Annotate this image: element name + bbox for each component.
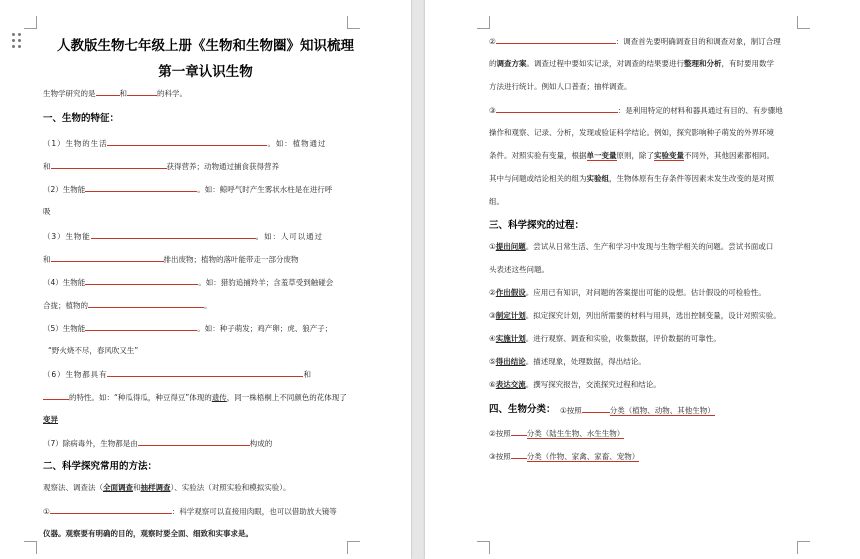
text: 分类（作物、家禽、家畜、宠物） <box>526 452 640 461</box>
feature-4 <box>43 276 333 288</box>
text: 调查方案 <box>496 59 527 68</box>
text: ：调查首先要明确调查目的和调查对象，制订合理 <box>615 37 781 46</box>
text: 抽样调查 <box>140 483 171 492</box>
section-heading-1: 一、生物的特征： <box>43 113 120 124</box>
text: 和 <box>133 483 141 492</box>
fill-blank <box>96 87 120 96</box>
classify-1 <box>560 404 715 416</box>
fill-blank <box>85 183 197 192</box>
text: 。如：鲸呼气时产生雾状水柱是在进行呼 <box>197 185 333 194</box>
feature-6 <box>43 368 312 380</box>
method-1-cont: 仪器。观察要有明确的目的，观察时要全面、细致和实事求是。 <box>43 529 253 538</box>
crop-mark <box>347 541 360 554</box>
text: ③ <box>489 106 496 115</box>
text: 观察法、调查法（ <box>43 483 103 492</box>
feature-2 <box>43 183 332 195</box>
text: 原则，除了 <box>616 151 654 160</box>
text: ，生物体原有生存条件等因素未发生改变的是对照 <box>609 174 774 183</box>
text: 单一变量 <box>586 151 617 160</box>
left-page <box>0 0 411 559</box>
fill-blank <box>496 35 616 44</box>
text: 整理和分析 <box>684 59 722 68</box>
text: 和 <box>43 162 51 171</box>
fill-blank <box>107 137 267 146</box>
text: 。如：人可以通过 <box>255 232 323 241</box>
text: ①按照 <box>560 406 582 415</box>
feature-3-cont <box>43 253 299 265</box>
text: 。进行观察、调查和实验，收集数据，评价数据的可靠性。 <box>525 334 721 343</box>
feature-3 <box>43 230 323 242</box>
text: 的特性。如：“种瓜得瓜，种豆得豆”体现的 <box>69 393 212 402</box>
method-2 <box>489 35 781 47</box>
fill-blank <box>91 230 256 239</box>
text: ④ <box>489 334 496 343</box>
fill-blank <box>511 450 527 459</box>
method-2-example: 方法进行统计。例如人口普查；抽样调查。 <box>489 82 632 91</box>
method-2-cont <box>489 58 774 69</box>
methods-line <box>43 482 291 493</box>
text: 的科学。 <box>157 89 187 98</box>
text: ，同一株梧桐上不同颜色的花体现了 <box>226 393 347 402</box>
method-3-groups <box>489 173 774 184</box>
crop-mark <box>797 16 810 29</box>
section-heading-3: 三、科学探究的过程： <box>489 220 585 231</box>
text: ，有时要用数学 <box>721 59 774 68</box>
fill-blank <box>50 505 172 514</box>
process-step-2 <box>489 287 766 298</box>
text: 获得营养；动物通过捕食获得营养 <box>166 162 279 171</box>
text: （1）生物的生活 <box>43 139 108 148</box>
text: 。描述现象，处理数据，得出结论。 <box>525 357 646 366</box>
process-step-4 <box>489 333 721 344</box>
process-step-3 <box>489 310 781 321</box>
text: 。如：种子萌发；鸡产卵；虎、狼产子； <box>197 324 333 333</box>
crop-mark <box>477 16 490 29</box>
text: （5）生物能 <box>43 324 86 333</box>
text: ③ <box>489 311 496 320</box>
text: 其中与问题或结论相关的组为 <box>489 174 587 183</box>
text: 和 <box>303 370 312 379</box>
classify-2 <box>489 427 624 439</box>
text: ⑥ <box>489 380 496 389</box>
feature-7 <box>43 437 272 449</box>
text: 作出假设 <box>495 288 526 297</box>
section-heading-2: 二、科学探究常用的方法： <box>43 461 158 472</box>
text: 的 <box>489 59 497 68</box>
text: 不同外，其他因素都相同。 <box>684 151 774 160</box>
text: 实施计划 <box>495 334 526 343</box>
text: 全面调查 <box>103 483 133 492</box>
process-step-5 <box>489 356 646 367</box>
text: 和 <box>119 89 127 98</box>
text: ① <box>43 507 50 516</box>
fill-blank <box>43 391 69 400</box>
fill-blank <box>582 404 610 413</box>
fill-blank <box>138 437 250 446</box>
text: （4）生物能 <box>43 278 86 287</box>
text: 。如：猎豹追捕羚羊；含羞草受到触碰会 <box>198 278 334 287</box>
fill-blank <box>127 87 157 96</box>
text: ② <box>489 288 496 297</box>
text: ⑤ <box>489 357 496 366</box>
text: （7）除病毒外，生物都是由 <box>43 439 138 448</box>
feature-2-cont: 吸 <box>43 207 51 216</box>
text: ：科学观察可以直接用肉眼，也可以借助放大镜等 <box>171 507 337 516</box>
text: （3）生物能 <box>43 232 91 241</box>
feature-5 <box>43 322 332 334</box>
text: 提出问题 <box>495 242 526 251</box>
right-page <box>425 0 860 559</box>
doc-title: 人教版生物七年级上册《生物和生物圈》知识梳理 <box>57 38 354 54</box>
text: 分类（植物、动物、其他生物） <box>609 406 715 415</box>
fill-blank <box>107 368 303 377</box>
process-step-6 <box>489 379 661 390</box>
feature-5-cont: “野火烧不尽，春风吹又生” <box>48 346 139 355</box>
fill-blank <box>51 160 167 169</box>
text: 分类（陆生生物、水生生物） <box>526 429 625 438</box>
process-step-1-cont: 头表述这些问题。 <box>489 265 549 274</box>
fill-blank <box>85 322 197 331</box>
chapter-title: 第一章认识生物 <box>158 64 253 80</box>
method-3-end: 组。 <box>489 197 504 206</box>
feature-1-cont <box>43 160 279 172</box>
crop-mark <box>797 541 810 554</box>
crop-mark <box>24 541 37 554</box>
text: ②按照 <box>489 429 511 438</box>
fill-blank <box>88 299 204 308</box>
text: 制定计划 <box>495 311 526 320</box>
text: ① <box>489 242 496 251</box>
text: 。尝试从日常生活、生产和学习中发现与生物学相关的问题。尝试书面或口 <box>525 242 774 251</box>
fill-blank <box>511 427 527 436</box>
crop-mark <box>477 541 490 554</box>
text: 和 <box>43 255 51 264</box>
classify-3 <box>489 450 639 462</box>
text: 。 <box>204 301 212 310</box>
section-heading-4: 四、生物分类： <box>489 404 556 415</box>
text: 。拟定探究计划，列出所需要的材料与用具，选出控制变量，设计对照实验。 <box>525 311 781 320</box>
text: 排出废物；植物的落叶能带走一部分废物 <box>163 255 299 264</box>
text: 得出结论 <box>495 357 526 366</box>
fill-blank <box>85 276 198 285</box>
method-3-variables <box>489 150 774 161</box>
method-3-cont: 操作和观察、记录、分析，发现或验证科学结论。例如，探究影响种子萌发的外界环境 <box>489 128 774 137</box>
process-step-1 <box>489 241 773 252</box>
fill-blank <box>51 253 164 262</box>
crop-mark <box>347 16 360 29</box>
feature-6-cont <box>43 391 347 403</box>
text: ② <box>489 37 496 46</box>
text: 实验变量 <box>654 151 684 160</box>
text: 实验组 <box>586 174 609 183</box>
feature-1 <box>43 137 326 149</box>
text: 。应用已有知识，对问题的答案提出可能的设想。估计假设的可检验性。 <box>525 288 766 297</box>
text: 生物学研究的是 <box>43 89 96 98</box>
feature-4-cont <box>43 299 212 311</box>
text: ）、实验法（对照实验和模拟实验）。 <box>170 483 291 492</box>
text: （2）生物能 <box>43 185 86 194</box>
text: 遗传 <box>211 393 227 402</box>
text: 条件。对照实验有变量，根据 <box>489 151 587 160</box>
intro-line <box>43 87 187 99</box>
text: 。撰写探究报告，交流探究过程和结论。 <box>525 380 661 389</box>
text: （6）生物都具有 <box>43 370 108 379</box>
method-3 <box>489 104 783 116</box>
feature-6-answer: 变异 <box>43 415 58 424</box>
fill-blank <box>496 104 618 113</box>
text: 合拢；植物的 <box>43 301 88 310</box>
text: 构成的 <box>249 439 273 448</box>
crop-mark <box>24 16 37 29</box>
text: ③按照 <box>489 452 511 461</box>
method-1 <box>43 505 337 517</box>
text: 。如：植物通过 <box>267 139 327 148</box>
text: ：是利用特定的材料和器具通过有目的、有步骤地 <box>617 106 783 115</box>
text: 。调查过程中要如实记录，对调查的结果要进行 <box>526 59 684 68</box>
text: 表达交流 <box>495 380 526 389</box>
